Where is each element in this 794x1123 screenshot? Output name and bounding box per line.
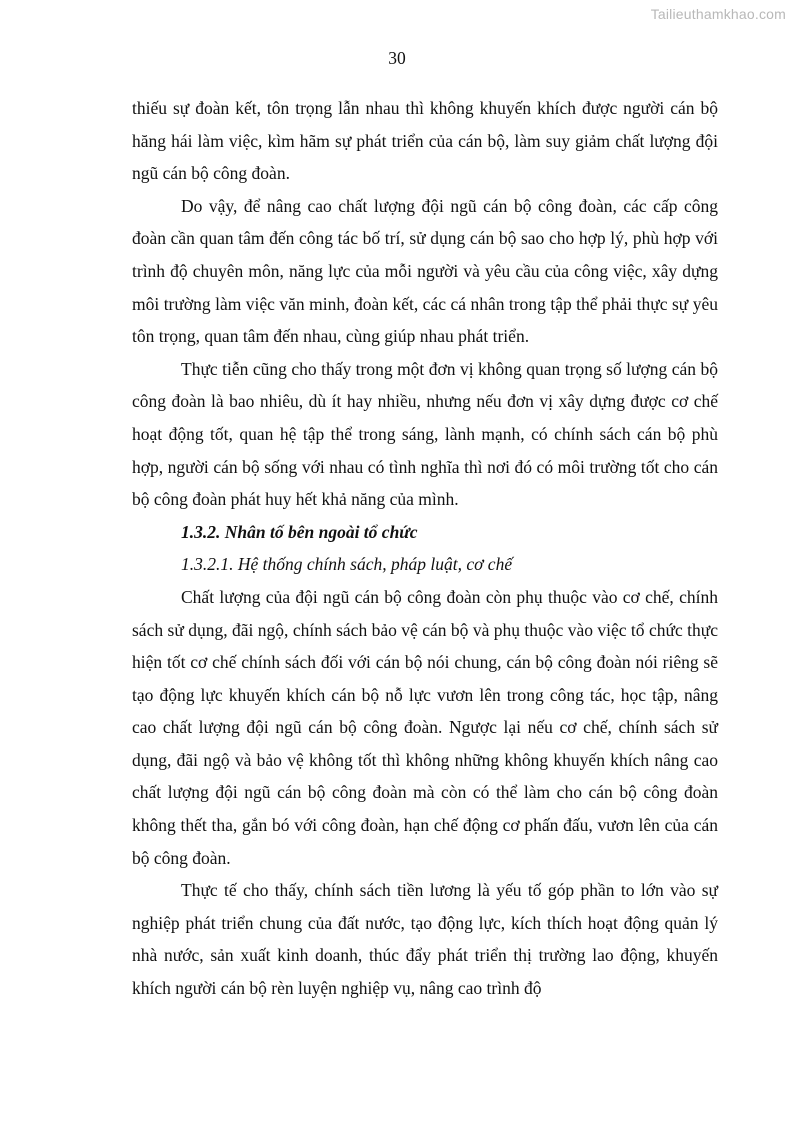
paragraph-continuation: thiếu sự đoàn kết, tôn trọng lẫn nhau thì không khuyến khích được người cán bộ hăng hái làm việc, kìm hãm sự phát triển của cán bộ, làm suy giảm chất lượng đội ngũ cán bộ công đoàn. [132,98,718,184]
section-heading: 1.3.2. Nhân tố bên ngoài tổ chức [181,521,418,542]
paragraph: Chất lượng của đội ngũ cán bộ công đoàn còn phụ thuộc vào cơ chế, chính sách sử dụng, đãi ngộ, chính sách bảo vệ cán bộ và phụ thuộc vào việc tổ chức thực hiện tốt cơ chế chính sách đối với cán bộ nói chung, cán bộ công đoàn nói riêng sẽ tạo động lực khuyến khích cán bộ nỗ lực vươn lên trong công tác, học tập, nâng cao chất lượng đội ngũ cán bộ công đoàn. Ngược lại nếu cơ chế, chính sách sử dụng, đãi ngộ và bảo vệ không tốt thì không những không khuyến khích nâng cao chất lượng đội ngũ cán bộ công đoàn mà còn có thể làm cho cán bộ công đoàn không thết tha, gắn bó với công đoàn, hạn chế động cơ phấn đấu, vươn lên của cán bộ công đoàn. [132,586,718,868]
document-body [132,92,718,1005]
paragraph: Thực tiễn cũng cho thấy trong một đơn vị không quan trọng số lượng cán bộ công đoàn là bao nhiêu, dù ít hay nhiều, nhưng nếu đơn vị xây dựng được cơ chế hoạt động tốt, quan hệ tập thể trong sáng, lành mạnh, có chính sách cán bộ phù hợp, người cán bộ sống với nhau có tình nghĩa thì nơi đó có môi trường tốt cho cán bộ công đoàn phát huy hết khả năng của mình. [132,358,718,510]
page-number: 30 [388,48,406,68]
subsection-heading: 1.3.2.1. Hệ thống chính sách, pháp luật, cơ chế [181,554,513,575]
paragraph: Do vậy, để nâng cao chất lượng đội ngũ cán bộ công đoàn, các cấp công đoàn cần quan tâm đến công tác bố trí, sử dụng cán bộ sao cho hợp lý, phù hợp với trình độ chuyên môn, năng lực của mỗi người và yêu cầu của công việc, xây dựng môi trường làm việc văn minh, đoàn kết, các cá nhân trong tập thể phải thực sự yêu tôn trọng, quan tâm đến nhau, cùng giúp nhau phát triển. [132,195,718,347]
paragraph: Thực tế cho thấy, chính sách tiền lương là yếu tố góp phần to lớn vào sự nghiệp phát triển chung của đất nước, tạo động lực, kích thích hoạt động quản lý nhà nước, sản xuất kinh doanh, thúc đẩy phát triển thị trường lao động, khuyến khích người cán bộ rèn luyện nghiệp vụ, nâng cao trình độ [132,880,718,999]
watermark-text: Tailieuthamkhao.com [650,6,786,22]
